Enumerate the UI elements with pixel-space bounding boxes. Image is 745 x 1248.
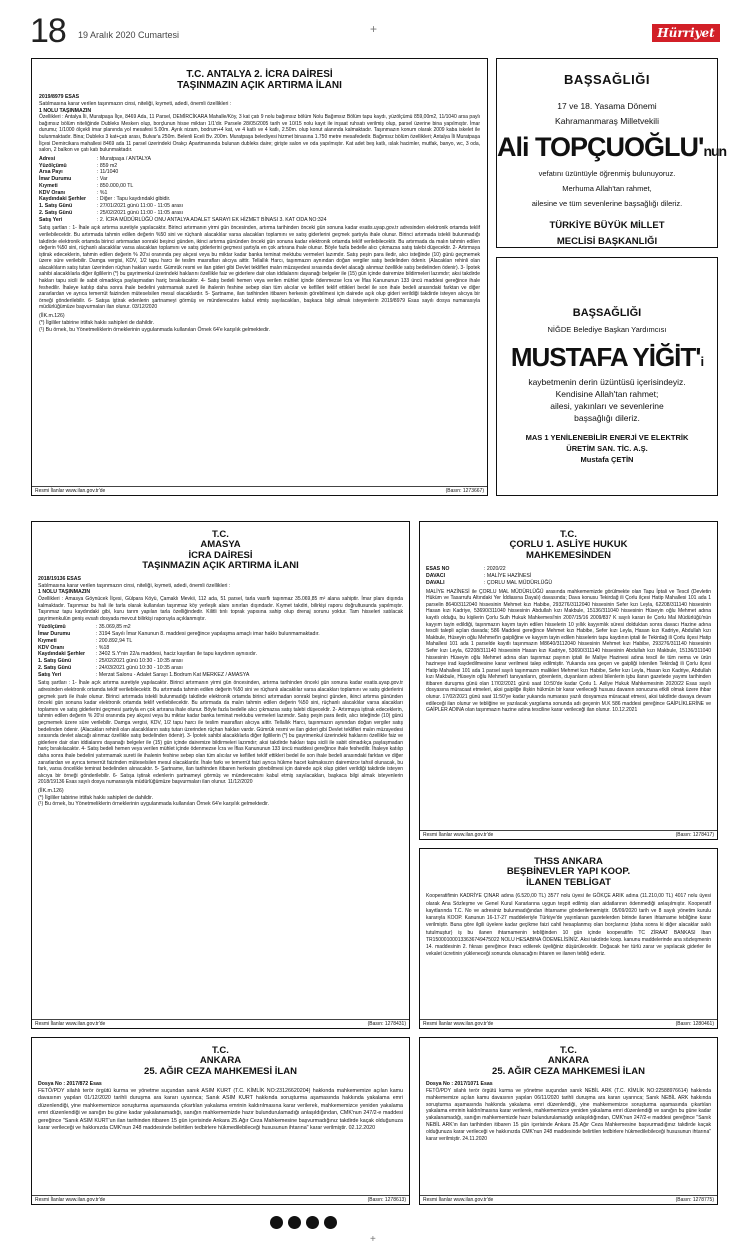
- signatory: TÜRKİYE BÜYÜK MİLLET: [549, 220, 665, 231]
- case-fields: [426, 566, 711, 586]
- press-code: (Basın: 1280461): [675, 1021, 714, 1027]
- notice-footer: [420, 1195, 717, 1204]
- field-value: : 2020/22: [484, 566, 506, 573]
- field-value: : Var: [97, 176, 108, 183]
- property-features: Özellikleri : Antalya İli, Muratpaşa İlçe, 8469 Ada, 11 Parsel, DEMİRCİKARA Mahalle/Köy, 3 kat çatı 9 nolu bağımsız bölüm Nolu Bağımsız Bölüm tapu kaydı, yüzölçümü 859,00m2, 11/1040 arsa paylı bağımsız bölüm niteliğinde Dubleks Mesken olup, borçlunun hisse miktarı 1/1'dir. Parsele 28/05/2005 tarih ve 10/15 nolu kayıt ile inşaat ruhsatı verilmiş olup, parsel üzerine bina yapılmıştır. İmar durumu; 1/1000 ölçekli imar planında yol mesafesi 5.00m. Ayrık nizam, bodrum+4 kat, ve 4 katlı ve 4 katlı, 2.50m. olup konut alanında kalmaktadır. Taşınmazın konum olarak 2009 kaba iskelet ile bulunmaktadır. Bina; Dubleks 3 kat+çatı arası, Bulvar'a 250m. Belenli Eceli Bv. 200m. Muratpaşa belediyesi hizmet binasına 1.750 metre mesafededir. Bağımsız bölüm özellikleri; Antalya İli Muratpaşa İlçesi Demircikara mahallesi 8469 ada 11 parsel üzerindeki Orakçı Apartmanında bulunan dubleks daire; girişte salon ve oda yapılmıştır. Kat adet beş katlı, ıslak hacimler, mutfak, banyo, wc, 3 oda, salon, 2 balkon ve çatı katı bulunmaktadır.: [39, 114, 480, 154]
- field-value: : 3194 Sayılı İmar Kanunun 8. maddesi gereğince yapılaşma amaçlı imar hakkı bulunmamaktadır.: [96, 631, 320, 638]
- field-label: 2. Satış Günü: [38, 664, 72, 671]
- notice-footer: [32, 1019, 409, 1028]
- field-value: : Merzat Salonu - Adalet Sarayı 1.Bodrum Kat MERKEZ / AMASYA: [96, 671, 250, 678]
- field-row: [38, 658, 403, 665]
- field-row: [426, 566, 711, 573]
- footer-source: Resmi İlanlar www.ilan.gov.tr'de: [35, 1197, 106, 1203]
- notice-footer: [420, 1019, 717, 1028]
- field-row: [39, 183, 480, 190]
- notice-subtitle: TAŞINMAZIN AÇIK ARTIRMA İLANI: [177, 80, 342, 91]
- field-row: [426, 580, 711, 587]
- notice-title: İLANEN TEBLİGAT: [526, 876, 611, 888]
- signatory: MECLİSİ BAŞKANLIĞI: [556, 236, 658, 247]
- file-number: 2019/8979 ESAS: [39, 94, 80, 100]
- condolence-text: vefatını üzüntüyle öğrenmiş bulunuyoruz.: [538, 169, 676, 178]
- field-row: [39, 169, 480, 176]
- legal-note: (¹) Bu örnek, bu Yönetmeliklerin örneklerinin uygulanmada kullanılan Örnek 64'e karşılık gelmektedir.: [39, 326, 270, 333]
- field-label: Adresi: [39, 155, 56, 162]
- field-value: : 2. İCRA MÜDÜRLÜĞÜ ONU ANTALYA ADALET SARAYI EK HİZMET BİNASI 3. KAT ODA NO:324: [97, 216, 327, 223]
- notice-title: T.C.: [212, 529, 229, 540]
- press-code: (Basın: 1278417): [675, 832, 714, 838]
- field-value: : 859 m2: [97, 162, 118, 169]
- deceased-name: MUSTAFA YİĞİT'i: [510, 342, 704, 372]
- legal-note: (İİK.m.126): [39, 313, 65, 320]
- property-features: Özellikleri : Amasya Göynücek İlçesi, Gülpara Köyü, Çamaklı Mevkii, 112 ada, 51 parsel, tarla vasıflı taşınmaz 35.069,85 m² alana sahiptir. İmar planı dışında kalmaktadır. Taşınmaz bu hali ile tarla olarak kullanılan taşınmaz köy yerleşik alanı sınırları dışındadır. Kıymet takdiri, bilirkişi raporu doğrultusunda yapılmıştır. Taşınmaz tapu kaydındaki gibi, kuru tarım yapılan tarla özelliğindedir. Kilitli tınlı toprak yapısına sahip olup drenaj sorunu yoktur. Tam hisseleri satılacak gayrimenkulün geniş evsafı dosyada mevcut bilirkişi raporuyla açıklanmıştır.: [38, 596, 403, 622]
- field-value: : Muratpaşa / ANTALYA: [97, 155, 151, 162]
- corlu-court-notice: [419, 521, 718, 840]
- page-number: 18: [30, 12, 66, 50]
- field-row: [38, 638, 403, 645]
- field-value: : Diğer : Tapu kaydındaki gibidir.: [97, 196, 171, 203]
- field-row: [39, 217, 480, 224]
- field-label: DAVALI: [426, 579, 445, 586]
- notice-title: T.C.: [212, 1045, 229, 1056]
- condolence-title: BAŞSAĞLIĞI: [572, 307, 642, 319]
- dot-icon: [288, 1216, 301, 1229]
- field-label: İmar Durumu: [39, 176, 72, 183]
- condolence-title: BAŞSAĞLIĞI: [564, 72, 650, 87]
- condolence-text: Kendisine Allah'tan rahmet;: [555, 389, 659, 399]
- ankara-court-notice-ark: [419, 1037, 718, 1205]
- condolence-notice-topcuoglu: [496, 58, 727, 248]
- field-label: 2. Satış Günü: [39, 209, 73, 216]
- field-value: : 3402 S.Y'nin 22/a maddesi, haciz kayıtları ile tapu kaydının aynısıdır.: [96, 651, 258, 658]
- property-fields: [38, 624, 403, 678]
- field-label: Yüzölçümü: [39, 162, 67, 169]
- field-value: : 24/03/2021 günü 10:30 - 10:35 arası: [96, 664, 183, 671]
- notice-title: ÇORLU 1. ASLİYE HUKUK: [509, 539, 628, 551]
- notice-title: BEŞBİNEVLER YAPI KOOP.: [506, 866, 631, 878]
- thss-cooperative-notice: [419, 848, 718, 1029]
- signatory: MAS 1 YENİLENEBİLİR ENERJİ VE ELEKTRİK: [525, 433, 689, 442]
- ankara-court-notice-kurt: [31, 1037, 410, 1205]
- lot-heading: 1 NOLU TAŞINMAZIN: [38, 589, 91, 596]
- footer-source: Resmi İlanlar www.ilan.gov.tr'de: [35, 488, 106, 494]
- field-value: : 27/01/2021 günü 11:00 - 11:05 arası: [97, 203, 184, 210]
- footer-source: Resmi İlanlar www.ilan.gov.tr'de: [423, 1021, 494, 1027]
- field-row: [39, 176, 480, 183]
- field-value: : 25/02/2021 günü 11:00 - 11:05 arası: [97, 209, 184, 216]
- notice-title: 25. AĞIR CEZA MAHKEMESİ İLAN: [492, 1065, 645, 1077]
- notice-title: AMASYA: [200, 539, 241, 551]
- signatory: ÜRETİM SAN. TİC. A.Ş.: [566, 444, 648, 453]
- condolence-line: NİĞDE Belediye Başkan Yardımcısı: [547, 325, 667, 334]
- dot-icon: [270, 1216, 283, 1229]
- crop-mark-icon: +: [370, 22, 378, 36]
- file-number: 2018/19136 ESAS: [38, 575, 81, 582]
- notice-title: 25. AĞIR CEZA MAHKEMESİ İLAN: [144, 1065, 297, 1077]
- notice-subtitle: TAŞINMAZIN AÇIK ARTIRMA İLANI: [142, 560, 299, 572]
- field-row: [39, 196, 480, 203]
- condolence-line: Kahramanmaraş Milletvekili: [555, 116, 659, 126]
- signatory: Mustafa ÇETİN: [580, 455, 634, 464]
- field-label: Kaydındaki Şerhler: [38, 651, 85, 658]
- brand-logo: Hürriyet: [652, 24, 720, 42]
- dot-icon: [324, 1216, 337, 1229]
- field-label: Kıymeti: [39, 182, 58, 189]
- notice-body: FETÖ/PDY silahlı terör örgütü kurma ve yönetme suçundan sanık NEBİL ARK (T.C. KİMLİK NO:22588976614) hakkında mahkememize açılan kamu davasının yapılan 06/11/2020 tarihli duruşma ara kararı uyarınca; Sanık NEBİL ARK hakkında soruşturma aşamasında hakkında yakalama emri düzenlendiği, yine mahkememizce soruşturma aşamasında çıkartılan yakalama emrinin kaldırılmasına karar verilerek, mahkememizce yeniden yakalama emri düzenlendiği ve sanığın bu güne kadar yakalanamadığı, sanığın mahkememizde hazır bulundurulamadığı anlaşıldığından, CMK'nun 247/2-e maddesi gereğince "Sanık NEBİL ARK'ın ilan tarihinden itibaren 15 gün içerisinde Ankara 25.Ağır Ceza Mahkemesine başvurmadığınız takdirde kaçak olduğunuza karar verileceği ve hakkınızda CMK'nun 248 maddesinde belirtilen tedbirlere hükmedilebileceği hususunun ihtarına" karar verilmiştir. 24.11.2020: [426, 1088, 711, 1142]
- field-row: [39, 203, 480, 210]
- sale-conditions: Satış şartları : 1- İhale açık artırma suretiyle yapılacaktır. Birinci artırmanın yirmi gün öncesinden, artırma tarihinden önceki gün sonuna kadar esatis.uyap.gov.tr adresinden elektronik ortamda teklif verilebilecektir. Bu artırmada tahmin edilen değerin %50 sini ve rüçhanlı alacaklılar varsa alacakları toplamını ve satış giderlerini geçmek şartı ile ihale olunur. Birinci artırmada istekli bulunmadığı takdirde elektronik ortamda birinci artırmadan sonraki beşinci günden, ikinci artırma gününden önceki gün sonuna kadar elektronik ortamda teklif verilebilecektir. Bu artırmada da malın tahmin edilen değerin %50 sini, rüçhanlı alacaklılar varsa alacakları toplamını ve satış giderlerini geçmesi şartıyla en çok artırana ihale olunur. Böyle fazla bedelle alıcı çıkmazsa satış talebi düşecektir. 2- Artırmaya iştirak edeceklerin, tahmin edilen değerin % 20'si oranında pey akçesi veya bu miktar kadar banka teminat mektubu vermeleri lazımdır. Satış peşin para iledir, alıcı isteğinde (10) günü geçmemek üzere süre verilebilir. Damga vergisi, KDV, 1/2 tapu harcı ile teslim masrafları alıcıya aittir. Tellallık Harcı, taşınmazın aynından doğan vergiler satış bedelinden ödenir. (Alacakları rehinli olan alacaklıların satış tutarı üzerinden rüçhan hakları vardır. Gümrük resmi ve ilan gideri gibi Devlet teklifleri malın müzayedesi sırasında devlet alacağı alınmaz özellikle satış bedelinden ödenir). 3- İpotek sahibi alacaklılarla diğer ilgililerin (*) bu gayrimenkul üzerindeki haklarını özellikle faiz ve giderlere dair olan iddialarını dayanağı belgeler ile (15) gün içinde dairemize bildirmeleri lazımdır; aksi takdirde hakları tapu sicili ile sabit olmadıkça paylaşmadan hariç bırakılacaktır. 4- Satış bedeli hemen veya verilen mühlet içinde ödenmezse İcra ve İflas Kanununun 133 üncü maddesi gereğince ihale feshedilir. İhaleye katılıp daha sonra ihale bedelini yatırmamak sureti ile ihalenin feshine sebep olan tüm alıcılar ve kefilleri teklif ettikleri bedel ile son ihale bedeli arasındaki farktan ve diğer zararlardan ve ayrıca temerrüt faizinden müteselsilen mesul olacaklardır. İhale farkı ve temerrüt faizi ayrıca hükme hacet kalmaksızın dairemizce tahsil olunacak, bu fark, varsa öncelikle teminat bedelinden alınacaktır. 5- Şartname, ilan tarihinden itibaren herkesin görebilmesi için dairede açık olup gideri verildiği takdirde isteyen alıcıya bir örneği gönderilebilir. 6- Satışa iştirak edenlerin şartnameyi görmüş ve münderecatını kabul etmiş sayılacakları, başkaca bilgi almak isteyenlerin 2018/19136 Esas sayılı dosya numarasıyla müdürlüğümüze başvurmaları ilan olunur. 11/12/2020: [38, 680, 403, 786]
- field-row: [38, 631, 403, 638]
- field-label: KDV Oranı: [38, 644, 64, 651]
- field-row: [39, 190, 480, 197]
- dot-icon: [306, 1216, 319, 1229]
- press-code: (Basın: 1278431): [367, 1021, 406, 1027]
- press-code: (Basın: 1273667): [445, 488, 484, 494]
- condolence-text: başsağlığı dileriz.: [574, 413, 640, 423]
- field-label: Satış Yeri: [38, 671, 62, 678]
- notice-title: T.C.: [560, 529, 577, 540]
- notice-title: T.C. ANTALYA 2. İCRA DAİRESİ: [186, 69, 333, 80]
- notice-title: ANKARA: [199, 1055, 242, 1067]
- field-label: İmar Durumu: [38, 631, 71, 638]
- page-end-dots: [270, 1216, 337, 1229]
- legal-note: (*) İlgililer tabirine irtifak hakkı sahipleri de dahildir.: [39, 319, 155, 326]
- field-value: : 850.000,00 TL: [97, 182, 134, 189]
- condolence-text: ailesi, yakınları ve sevenlerine: [550, 401, 664, 411]
- field-row: [38, 665, 403, 672]
- field-row: [38, 672, 403, 679]
- notice-title: MAHKEMESİNDEN: [526, 549, 611, 561]
- field-row: [426, 573, 711, 580]
- footer-source: Resmi İlanlar www.ilan.gov.tr'de: [423, 1197, 494, 1203]
- press-code: (Basın: 1278613): [367, 1197, 406, 1203]
- notice-title: T.C.: [560, 1045, 577, 1056]
- property-fields: [39, 156, 480, 224]
- notice-intro: Satılmasına karar verilen taşınmazın cinsi, niteliği, kıymeti, adedi, önemli özellikleri :: [39, 100, 232, 107]
- field-value: : 200.892,94 TL: [96, 637, 133, 644]
- page-header: [30, 12, 720, 50]
- notice-body: FETÖ/PDY silahlı terör örgütü kurma ve yönetme suçundan sanık ASIM KURT (T.C. KİMLİK NO:23126620204) hakkında mahkememize açılan kamu davasının yapılan 01/12/2020 tarihli duruşma ara kararı uyarınca; Sanık ASIM KURT hakkında soruşturma aşamasında hakkında yakalama emri düzenlendiği, yine mahkememizce soruşturma aşamasında çıkartılan yakalama emrinin kaldırılmasına karar verilerek, mahkememizce yeniden yakalama emri düzenlendiği ve sanığın bu güne kadar yakalanamadığı, sanığın mahkememizde hazır bulundurulamadığı anlaşıldığından, CMK'nun 247/2-e maddesi gereğince "Sanık ASIM KURT'un ilan tarihinden itibaren 15 gün içerisinde Ankara 25.Ağır Ceza Mahkemesine başvurmadığınız takdirde kaçak olduğunuza karar verileceği ve hakkınızda CMK'nun 248 maddesinde belirtilen tedbirlere hükmedilebileceği hususunun ihtarına" karar verilmiştir. 02.12.2020: [38, 1088, 403, 1132]
- notice-footer: [32, 1195, 409, 1204]
- field-label: Kaydındaki Şerhler: [39, 196, 86, 203]
- field-value: : ÇORLU MAL MÜDÜRLÜĞÜ: [484, 579, 553, 586]
- field-label: DAVACI: [426, 573, 446, 580]
- issue-date: 19 Aralık 2020 Cumartesi: [78, 30, 180, 40]
- notice-title: THSS ANKARA: [534, 856, 603, 867]
- field-value: : %18: [96, 644, 110, 651]
- amasya-auction-notice: [31, 521, 410, 1029]
- notice-title: İCRA DAİRESİ: [188, 549, 253, 561]
- notice-intro: Satılmasına karar verilen taşınmazın cinsi, niteliği, kıymeti, adedi, önemli özellikleri :: [38, 582, 231, 589]
- field-label: ESAS NO: [426, 566, 450, 573]
- field-label: 1. Satış Günü: [38, 658, 72, 665]
- field-label: Yüzölçümü: [38, 624, 66, 631]
- file-number: Dosya No : 2017/1071 Esas: [426, 1081, 493, 1088]
- condolence-text: kaybetmenin derin üzüntüsü içerisindeyiz.: [528, 377, 686, 387]
- notice-footer: [420, 830, 717, 839]
- notice-footer: [32, 486, 487, 495]
- notice-body: Kooperatifimin KADRİYE ÇINAR adına (6.520,00 TL) 3577 nolu üyesi ile GÖKÇE ARIK adına (11.210,00 TL) 4017 nolu üyesi olarak Ana Sözleşme ve Genel Kurul Kararlarına uygun teşpit edilmiş olan aidatlarının ödenmediği anlaşılmıştır. Kooperatif kayıtlarında T.C. No ve adresiniz bulunmadığından ihtarname gönderilememiştir. 05/09/2020 tarih ve 8 sayılı yönetim kurulu kararıyla KOOP. Kanunun 16-17-27 maddeleriyle Türkiye'de yayınlanan gazetelerden birinde ilanen ihtarname tebliğine karar verilmiştir. Buna göre ilgili üyelere kadar geçikme faizi cahil hesaplanmış olan borçlarınız (daha sonra ki diğer alacaklar saklı tutulmuştur) iş bu ilanen ihtarnamenin tebliğinden 10 gün içinde kooperatifin TC ZİRAAT BANKASI Iban TR150001000133636749475022 NOLU HESABINA ÖDEMELİSİNİZ. Aksi takdirde koop. kanunu maddelerinde ana sözleşmenin 14. maddesinin 2. fıkrası gereğince ihracı edilerek üyeliğiniz düşürülecektir. Doğacak her türlü zarar ve yapılacak giderler ile vekalet ücretinin yükleneceği sonunda olunacağını ihtaren ve ilanen tebliğ ederiz.: [426, 893, 711, 958]
- field-row: [39, 163, 480, 170]
- field-row: [38, 651, 403, 658]
- condolence-text: ailesine ve tüm sevenlerine başsağlığı dileriz.: [531, 199, 683, 208]
- legal-note: (*) İlgililer tabirine irtifak hakkı sahipleri de dahildir.: [38, 794, 154, 801]
- field-value: : 35.069,85 m2: [96, 624, 131, 631]
- field-value: : %1: [97, 189, 108, 196]
- field-row: [38, 645, 403, 652]
- sale-conditions: Satış şartları : 1- İhale açık artırma suretiyle yapılacaktır. Birinci artırmanın yirmi gün öncesinden, artırma tarihinden önceki gün sonuna kadar esatis.uyap.gov.tr adresinden elektronik ortamda teklif verilebilecektir. Bu artırmada tahmin edilen değerin %50 sini ve rüçhanlı alacaklılar varsa alacakları toplamını ve satış giderlerini geçmek şartıyla ihale olunur. Birinci artırmada istekli bulunmadığı takdirde elektronik ortamda birinci artırmadan sonraki beşinci günden, ikinci artırma gününden önceki gün sonuna kadar elektronik ortamda teklif verilebilecektir. Bu artırmada da malın tahmin edilen değerin %50 sini, rüçhanlı alacaklılar varsa alacakları toplamını ve satış giderlerini geçmesi şartıyla en çok artırana ihale olunur. Böyle fazla bedelle alıcı çıkmazsa satış talebi düşecektir. 2- Artırmaya iştirak edeceklerin, tahmin edilen değerin % 20'si oranında pey akçesi veya bu miktar kadar banka teminat mektubu vermeleri lazımdır. Satış peşin para iledir, alıcı isteğinde (10) günü geçmemek üzere süre verilebilir. Damga vergisi, KDV, 1/2 tapu harcı ile teslim masrafları alıcıya aittir. Tellallık Harcı, taşınmazın aynından doğan vergiler satış bedelinden ödenir. (Alacakları rehinli olan alacaklıların satış tutarı üzerinden rüçhan hakları vardır. Gümrük resmi ve ilan gideri gibi Devlet teklifleri malın müzayedesi sırasında devlet alacağı alınmaz özellikle satış bedelinden ödenir). 3- İpotek sahibi alacaklılarla diğer ilgililerin (*) bu gayrimenkul üzerindeki haklarını özellikle faiz ve giderlere dair olan iddialarını dayanağı belgeler ile (15) gün içinde dairemize bildirmeleri lazımdır; aksi takdirde hakları tapu sicili ile sabit olmadıkça paylaşmadan hariç bırakılacaktır. 4- Satış bedeli hemen veya verilen mühlet içinde ödenmezse İcra ve İflas Kanununun 133 üncü maddesi gereğince ihale feshedilir. İhaleye katılıp daha sonra ihale bedelini yatırmamak sureti ile ihalenin feshine sebep olan tüm alıcılar ve kefilleri teklif ettikleri bedel ile son ihale bedeli arasındaki farktan ve diğer zararlardan ve ayrıca temerrüt faizinden müteselsilen mesul olacaklardır. 5- Şartname, ilan tarihinden itibaren herkesin görebilmesi için dairede açık olup gideri verildiği takdirde isteyen alıcıya bir örneği gönderilebilir. 6- Satışa iştirak edenlerin şartnameyi görmüş ve münderecatını kabul etmiş sayılacakları, başkaca bilgi almak isteyenlerin 2019/8979 Esas sayılı dosya numarasıyla müdürlüğümüze başvurmaları ilan olunur. 03/12/2020: [39, 225, 480, 311]
- legal-note: (¹) Bu örnek, bu Yönetmeliklerin örneklerinin uygulanmada kullanılan Örnek 64'e karşılık gelmektedir.: [38, 801, 269, 808]
- field-label: Satış Yeri: [39, 216, 63, 223]
- condolence-text: Merhuma Allah'tan rahmet,: [562, 184, 652, 193]
- field-row: [39, 156, 480, 163]
- field-value: : 25/02/2021 günü 10:30 - 10:35 arası: [96, 658, 183, 665]
- deceased-name: Ali TOPÇUOĞLU'nun: [497, 132, 727, 162]
- field-label: 1. Satış Günü: [39, 203, 73, 210]
- crop-mark-icon: +: [370, 1234, 376, 1245]
- antalya-auction-notice: [31, 58, 488, 496]
- press-code: (Basın: 1278775): [675, 1197, 714, 1203]
- field-label: Arsa Payı: [39, 169, 63, 176]
- footer-source: Resmi İlanlar www.ilan.gov.tr'de: [423, 832, 494, 838]
- legal-note: (İİK.m.126): [38, 787, 64, 794]
- field-label: Kıymeti: [38, 637, 57, 644]
- field-row: [39, 210, 480, 217]
- field-label: KDV Oranı: [39, 189, 65, 196]
- footer-source: Resmi İlanlar www.ilan.gov.tr'de: [35, 1021, 106, 1027]
- file-number: Dosya No : 2017/872 Esas: [38, 1081, 102, 1088]
- lot-heading: 1 NOLU TAŞINMAZIN: [39, 107, 92, 114]
- condolence-line: 17 ve 18. Yasama Dönemi: [557, 101, 657, 111]
- field-value: : 11/1040: [97, 169, 119, 176]
- condolence-notice-yigit: [496, 257, 718, 496]
- notice-body: MALİYE HAZİNESİ ile ÇORLU MAL MÜDÜRLÜĞÜ arasında mahkememizde görülmekte olan Tapu İptali ve Tescil (Devletin Hüküm ve Tasarrufu Altındaki Yer İddiasına Dayalı) davasında; Dava konusu Tekirdağ ili Çorlu ilçesi Hatip Mahallesi 101 ada 1 parselin 8640/3112040 hissesinin Mehmet kızı Habibe, 293276/3112040 hissesinin Sefer kızı Leyla, 62208/311140 hissesinin Hasan kızı Kadriye, 53690/311040 hissesinin Abdullah kızı Makbule, 15136/311040 hissesinin Hüseyin oğlu Mehmet adına kayıtlı olduğu, bu kişilerin Çorlu Sulh Hukuk Mahkemesi'nin 2007/15/16 2009/837 K sayılı kararı ile Çorlu Mal Müdürlüğü'nün kayyım tayin edildiği, taşınmazın kayım tayin edilen hisselerin 10 yıllık kayyımlık süresi dolduktan sonra davacı Hazine adına tescili talepli açılan davada; 586 Maddesi gereğince Mehmet kızı Habibe, Sefer kızı Leyla, Hasan kızı Kadriye, Abdullah kızı Makbule, Hüseyin oğlu Mehmet'in gaipliğine ve kayyım tayin edilen hisselerin tapu kaydının iptali ile Tekirdağ ili Çorlu ilçesi Hatip Mahallesi 101 ada 1 parselde kayıtlı taşınmazın M8640/3112040 hissesinin Mehmet kızı Habibe, 293276/311140 hissesinin Sefer kızı Leyla, 62208/311140 hissesinin Hasan kızı Kadriye, 53690/311140 hissesinin Abdullah kızı Makbule, 15136/311040 hissesinin Hüseyin oğlu Mehmet adına olan taşınmaz payının iptali ile Maliye Hazinesi adına tescil ile tüm nema ve ürün hazineye irad kaydedilmesine karar verilmesi talep edilmiştir. Yukarıda sıra geçen ve gaipliği istenilen Tekirdağ ili Çorlu ilçesi Hatip Mahallesi 101 ada 1 parsel sayılı taşınmazın malikleri Mehmet kızı Habibe, Sefer kızı Leyla, Hasan kızı Kadriye, Abdullah kızı Makbule, Hüseyin oğlu Mehmet'i tanıyanların, görenlerin, duyanların adresi bilenlerin işbu ilanın gazetede yayımı tarihinden itibaren duruşma günü olan 17/02/2021 günü saat 10:50'de kadar Çorlu 1. Asliye Hukuk Mahkemesinin 2020/22 Esas sayılı dosyasına müracaat etmeleri, aksi gaipliğe ilişkin hükmün bir karar verileceği hususu davanın sonucuna etkili olmak üzere ihbar olunur. 17/02/2021 günü saat 11:50'ye kadar yukarıda numarası yazılı dosyamıza müracaat etmesi, aksi takdirde davaya devam edileceği ilan olunur ve tebliğine ve yazılacak yargılama sonunda adı geçenin M.K 586 maddesi gereğince GAİPLİKLERİNE ve GAİPLER ADINA olan taşınmazın hazine adına tesciline karar verileceği ilan olunur. 10.12.2021: [426, 588, 711, 714]
- field-value: : MALİYE HAZİNESİ: [484, 573, 532, 580]
- notice-title: ANKARA: [547, 1055, 590, 1067]
